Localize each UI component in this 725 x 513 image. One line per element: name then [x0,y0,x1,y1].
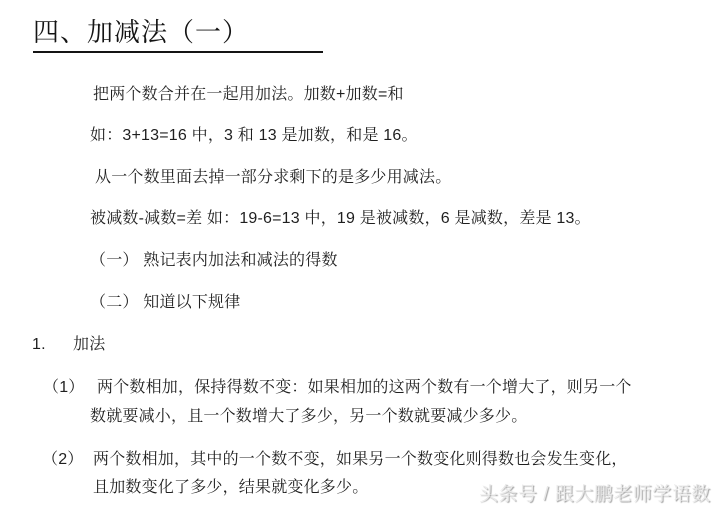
intro-subtraction-example: 被减数-减数=差 如：19-6=13 中，19 是被减数，6 是减数，差是 13。 [90,210,591,227]
rule1-marker: （1） [43,379,85,396]
section-number: 1. [32,336,46,353]
intro-subtraction-definition: 从一个数里面去掉一部分求剩下的是多少用减法。 [95,169,452,186]
intro-addition-definition: 把两个数合并在一起用加法。加数+加数=和 [93,86,404,103]
requirement-item-two: （二） 知道以下规律 [90,294,241,311]
rule1-text-line2: 数就要减小，且一个数增大了多少，另一个数就要减少多少。 [90,408,528,425]
intro-addition-example: 如：3+13=16 中，3 和 13 是加数，和是 16。 [90,127,418,144]
rule2-marker: （2） [42,451,84,468]
rule2-text-line2: 且加数变化了多少，结果就变化多少。 [93,479,369,496]
section-heading-addition: 加法 [73,336,106,353]
rule2-text-line1: 两个数相加，其中的一个数不变，如果另一个数变化则得数也会发生变化， [93,451,628,468]
page-title: 四、加减法（一） [33,16,323,53]
toutiao-watermark: 头条号 / 跟大鹏老师学语数 [479,484,711,505]
rule1-text-line1: 两个数相加，保持得数不变：如果相加的这两个数有一个增大了，则另一个 [97,379,632,396]
requirement-item-one: （一） 熟记表内加法和减法的得数 [90,252,338,269]
